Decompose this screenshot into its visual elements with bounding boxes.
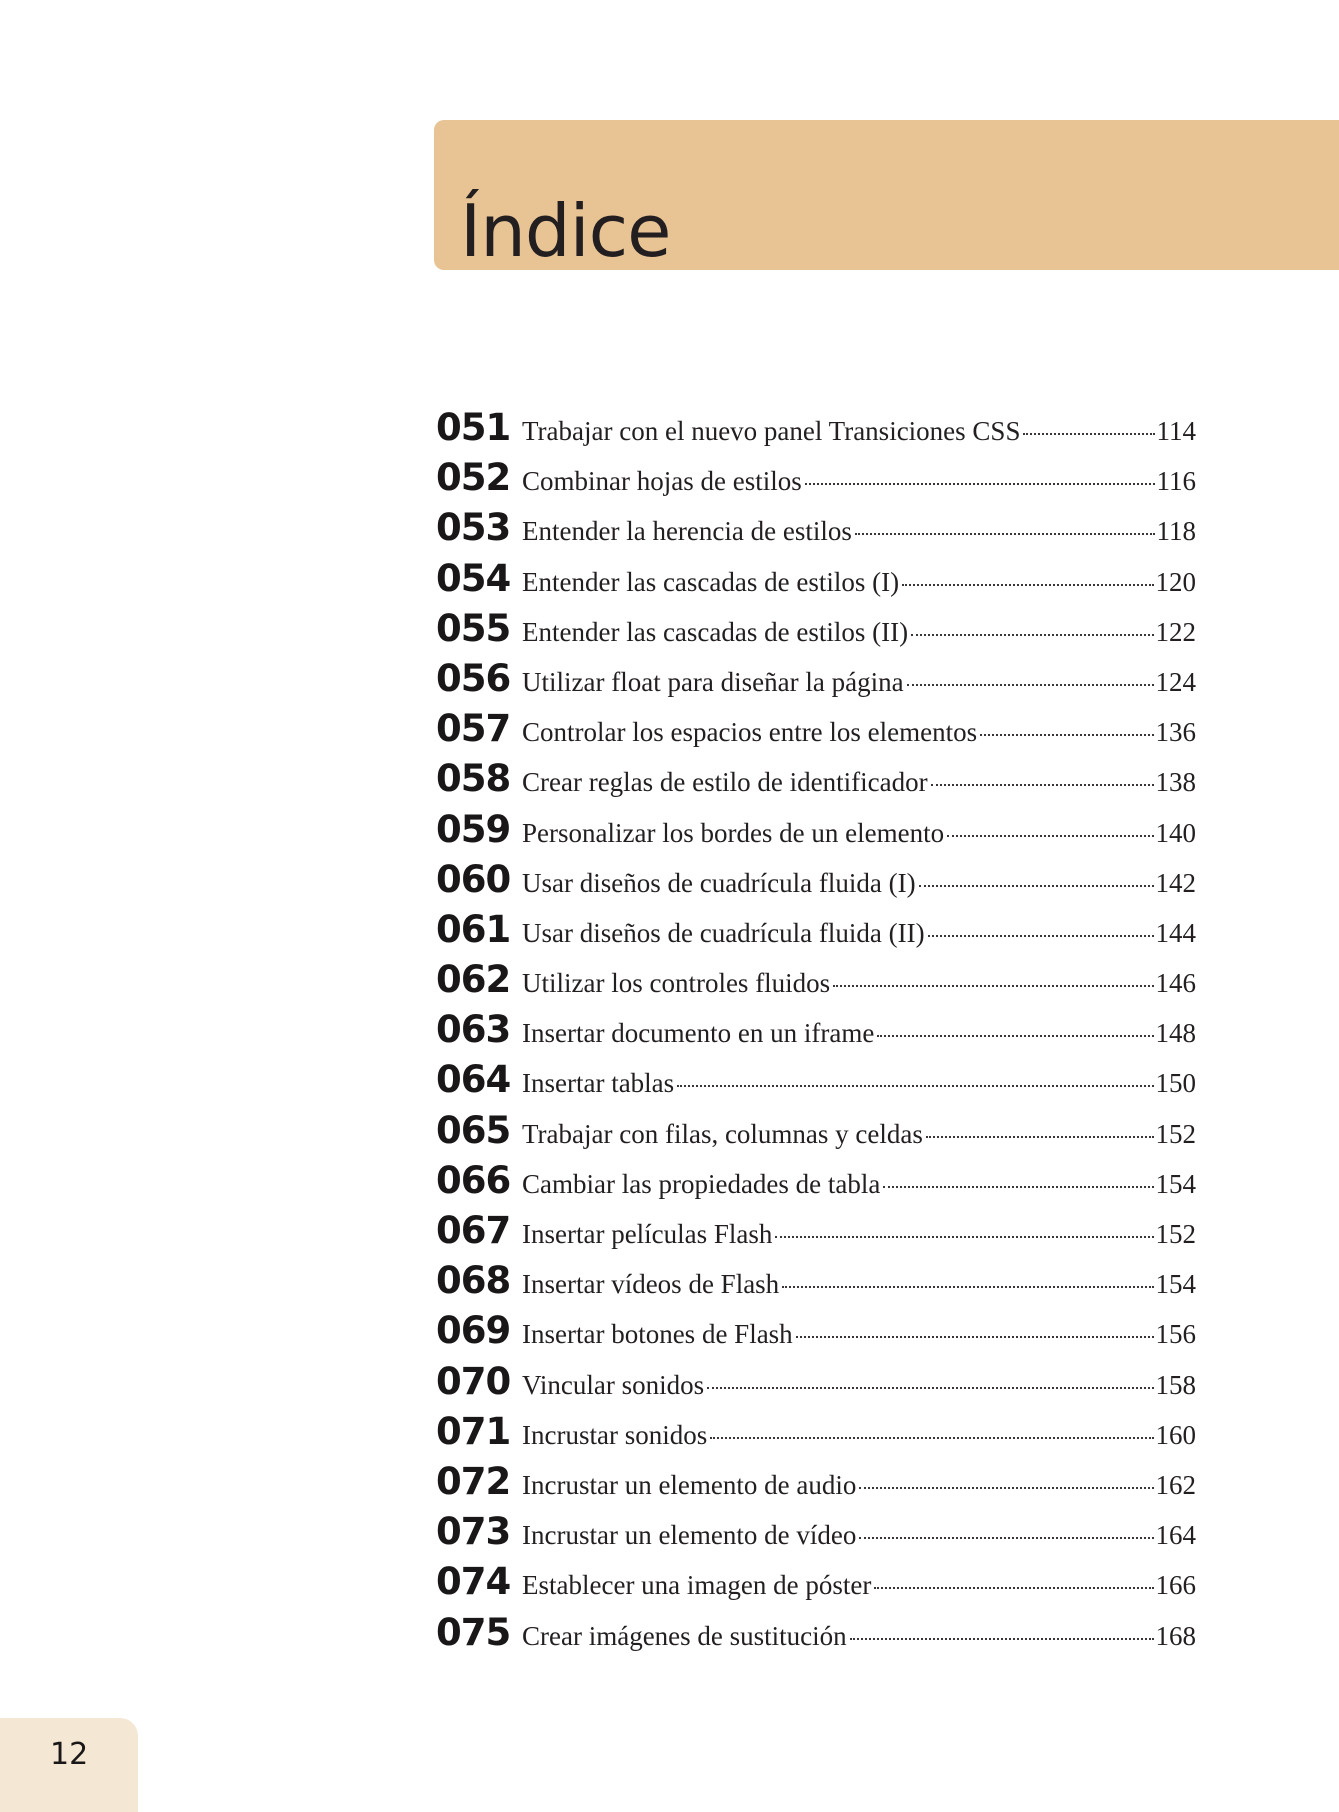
toc-entry-title: Establecer una imagen de póster [522, 1570, 872, 1601]
toc-entry-page: 154 [1155, 1269, 1196, 1300]
dot-leader [855, 533, 1155, 535]
toc-entry-title: Cambiar las propiedades de tabla [522, 1168, 881, 1199]
dot-leader [710, 1437, 1153, 1439]
toc-entry-page: 142 [1155, 867, 1196, 898]
toc-entry [436, 1410, 1196, 1460]
toc-entry-page: 166 [1155, 1570, 1196, 1601]
toc-entry [436, 657, 1196, 707]
toc-entry [436, 456, 1196, 506]
toc-entry-page: 136 [1155, 717, 1196, 748]
dot-leader [859, 1487, 1153, 1489]
dot-leader [980, 734, 1153, 736]
toc-entry-title: Utilizar los controles fluidos [522, 968, 831, 999]
toc-entry [436, 908, 1196, 958]
toc-entry-title: Crear reglas de estilo de identificador [522, 767, 928, 798]
toc-entry-number: 060 [436, 857, 511, 901]
toc-entry-title: Utilizar float para diseñar la página [522, 666, 904, 697]
toc-entry-number: 059 [436, 807, 511, 851]
toc-entry-number: 055 [436, 606, 511, 650]
dot-leader [902, 584, 1153, 586]
toc-entry-page: 114 [1156, 416, 1196, 446]
toc-entry-number: 051 [436, 406, 511, 449]
toc-entry-page: 148 [1155, 1018, 1196, 1049]
dot-leader [850, 1638, 1154, 1640]
toc-entry [436, 406, 1196, 456]
dot-leader [911, 634, 1153, 636]
dot-leader [833, 985, 1153, 987]
toc-entry [436, 1510, 1196, 1560]
toc-entry [436, 1360, 1196, 1410]
dot-leader [931, 784, 1154, 786]
toc-entry-number: 063 [436, 1008, 511, 1052]
toc-entry-title: Insertar tablas [522, 1068, 675, 1099]
toc-entry [436, 958, 1196, 1008]
toc-entry-title: Usar diseños de cuadrícula fluida (II) [522, 917, 925, 948]
toc-entry-number: 058 [436, 757, 511, 801]
toc-entry-title: Crear imágenes de sustitución [522, 1620, 847, 1651]
toc-entry-page: 152 [1155, 1118, 1196, 1149]
dot-leader [883, 1186, 1153, 1188]
toc-entry-title: Entender las cascadas de estilos (II) [522, 616, 909, 647]
toc-entry-title: Vincular sonidos [522, 1369, 705, 1400]
toc-entry-title: Insertar documento en un iframe [522, 1018, 875, 1049]
dot-leader [677, 1085, 1153, 1087]
toc-entry-page: 122 [1155, 616, 1196, 647]
toc-entry-title: Entender la herencia de estilos [522, 516, 852, 547]
toc-entry-page: 138 [1155, 767, 1196, 798]
toc-entry-title: Entender las cascadas de estilos (I) [522, 566, 900, 597]
dot-leader [796, 1336, 1154, 1338]
toc-entry [436, 506, 1196, 556]
dot-leader [919, 885, 1154, 887]
toc-entry-page: 118 [1156, 516, 1196, 547]
toc-entry [436, 1058, 1196, 1108]
dot-leader [775, 1236, 1153, 1238]
toc-entry [436, 1209, 1196, 1259]
toc-entry-title: Incrustar un elemento de vídeo [522, 1520, 857, 1551]
dot-leader [928, 935, 1154, 937]
toc-entry-page: 158 [1155, 1369, 1196, 1400]
toc-entry-page: 152 [1155, 1219, 1196, 1249]
toc-entry [436, 1309, 1196, 1359]
toc-entry [436, 1460, 1196, 1510]
dot-leader [947, 835, 1153, 837]
toc-entry-page: 162 [1155, 1469, 1196, 1500]
toc-entry-number: 072 [436, 1459, 511, 1503]
toc-entry [436, 557, 1196, 607]
toc-entry [436, 1560, 1196, 1610]
toc-entry-number: 066 [436, 1158, 511, 1202]
toc-entry-number: 052 [436, 456, 511, 500]
toc-entry-number: 074 [436, 1560, 511, 1604]
toc-entry-number: 073 [436, 1510, 511, 1554]
toc-entry-page: 146 [1155, 968, 1196, 999]
toc-entry-number: 075 [436, 1610, 511, 1654]
toc-entry-page: 144 [1155, 917, 1196, 948]
toc-entry-title: Personalizar los bordes de un elemento [522, 817, 945, 848]
toc-entry [436, 1159, 1196, 1209]
toc-entry-page: 120 [1155, 566, 1196, 597]
dot-leader [926, 1136, 1154, 1138]
toc-entry-number: 067 [436, 1209, 511, 1252]
dot-leader [707, 1387, 1153, 1389]
toc-entry-number: 057 [436, 707, 511, 751]
toc-entry-number: 070 [436, 1359, 511, 1403]
toc-entry-title: Insertar vídeos de Flash [522, 1269, 780, 1300]
toc-entry-title: Usar diseños de cuadrícula fluida (I) [522, 867, 916, 898]
toc-entry-page: 156 [1155, 1319, 1196, 1350]
toc-entry-title: Insertar películas Flash [522, 1219, 773, 1249]
toc-entry [436, 757, 1196, 807]
dot-leader [907, 684, 1154, 686]
toc-entry-page: 160 [1155, 1419, 1196, 1450]
toc-entry-title: Trabajar con el nuevo panel Transiciones CSS [522, 416, 1021, 446]
toc-entry-page: 154 [1155, 1168, 1196, 1199]
toc-entry-number: 053 [436, 506, 511, 550]
toc-entry [436, 808, 1196, 858]
dot-leader [877, 1035, 1153, 1037]
dot-leader [874, 1587, 1153, 1589]
toc-entry-number: 054 [436, 556, 511, 600]
toc-entry-number: 064 [436, 1058, 511, 1102]
toc-entry-page: 124 [1155, 666, 1196, 697]
toc-entry-title: Insertar botones de Flash [522, 1319, 793, 1350]
toc-entry-number: 061 [436, 907, 511, 951]
toc-entry-title: Combinar hojas de estilos [522, 466, 802, 497]
toc-entry-title: Incrustar sonidos [522, 1419, 708, 1450]
toc-entry [436, 1611, 1196, 1661]
toc-entry-number: 056 [436, 656, 511, 700]
toc-entry-number: 071 [436, 1409, 511, 1453]
toc-entry-page: 168 [1155, 1620, 1196, 1651]
dot-leader [859, 1537, 1153, 1539]
toc-entry [436, 858, 1196, 908]
toc-entry-title: Controlar los espacios entre los elementos [522, 717, 978, 748]
dot-leader [782, 1286, 1153, 1288]
toc-entry-number: 065 [436, 1108, 511, 1152]
toc-entry [436, 1109, 1196, 1159]
toc-entry [436, 707, 1196, 757]
toc-entry-title: Incrustar un elemento de audio [522, 1469, 857, 1500]
page-title: Índice [460, 189, 671, 273]
toc-entry-number: 068 [436, 1259, 511, 1303]
toc-entry-number: 062 [436, 958, 511, 1002]
toc-entry-page: 116 [1156, 466, 1196, 497]
dot-leader [805, 483, 1155, 485]
toc-entry-page: 150 [1155, 1068, 1196, 1099]
toc-entry-title: Trabajar con filas, columnas y celdas [522, 1118, 923, 1149]
dot-leader [1023, 433, 1154, 435]
table-of-contents [436, 406, 1196, 1661]
toc-entry [436, 607, 1196, 657]
toc-entry-page: 164 [1155, 1520, 1196, 1551]
toc-entry [436, 1008, 1196, 1058]
toc-entry-page: 140 [1155, 817, 1196, 848]
page-number: 12 [50, 1737, 89, 1772]
toc-entry-number: 069 [436, 1309, 511, 1353]
toc-entry [436, 1259, 1196, 1309]
